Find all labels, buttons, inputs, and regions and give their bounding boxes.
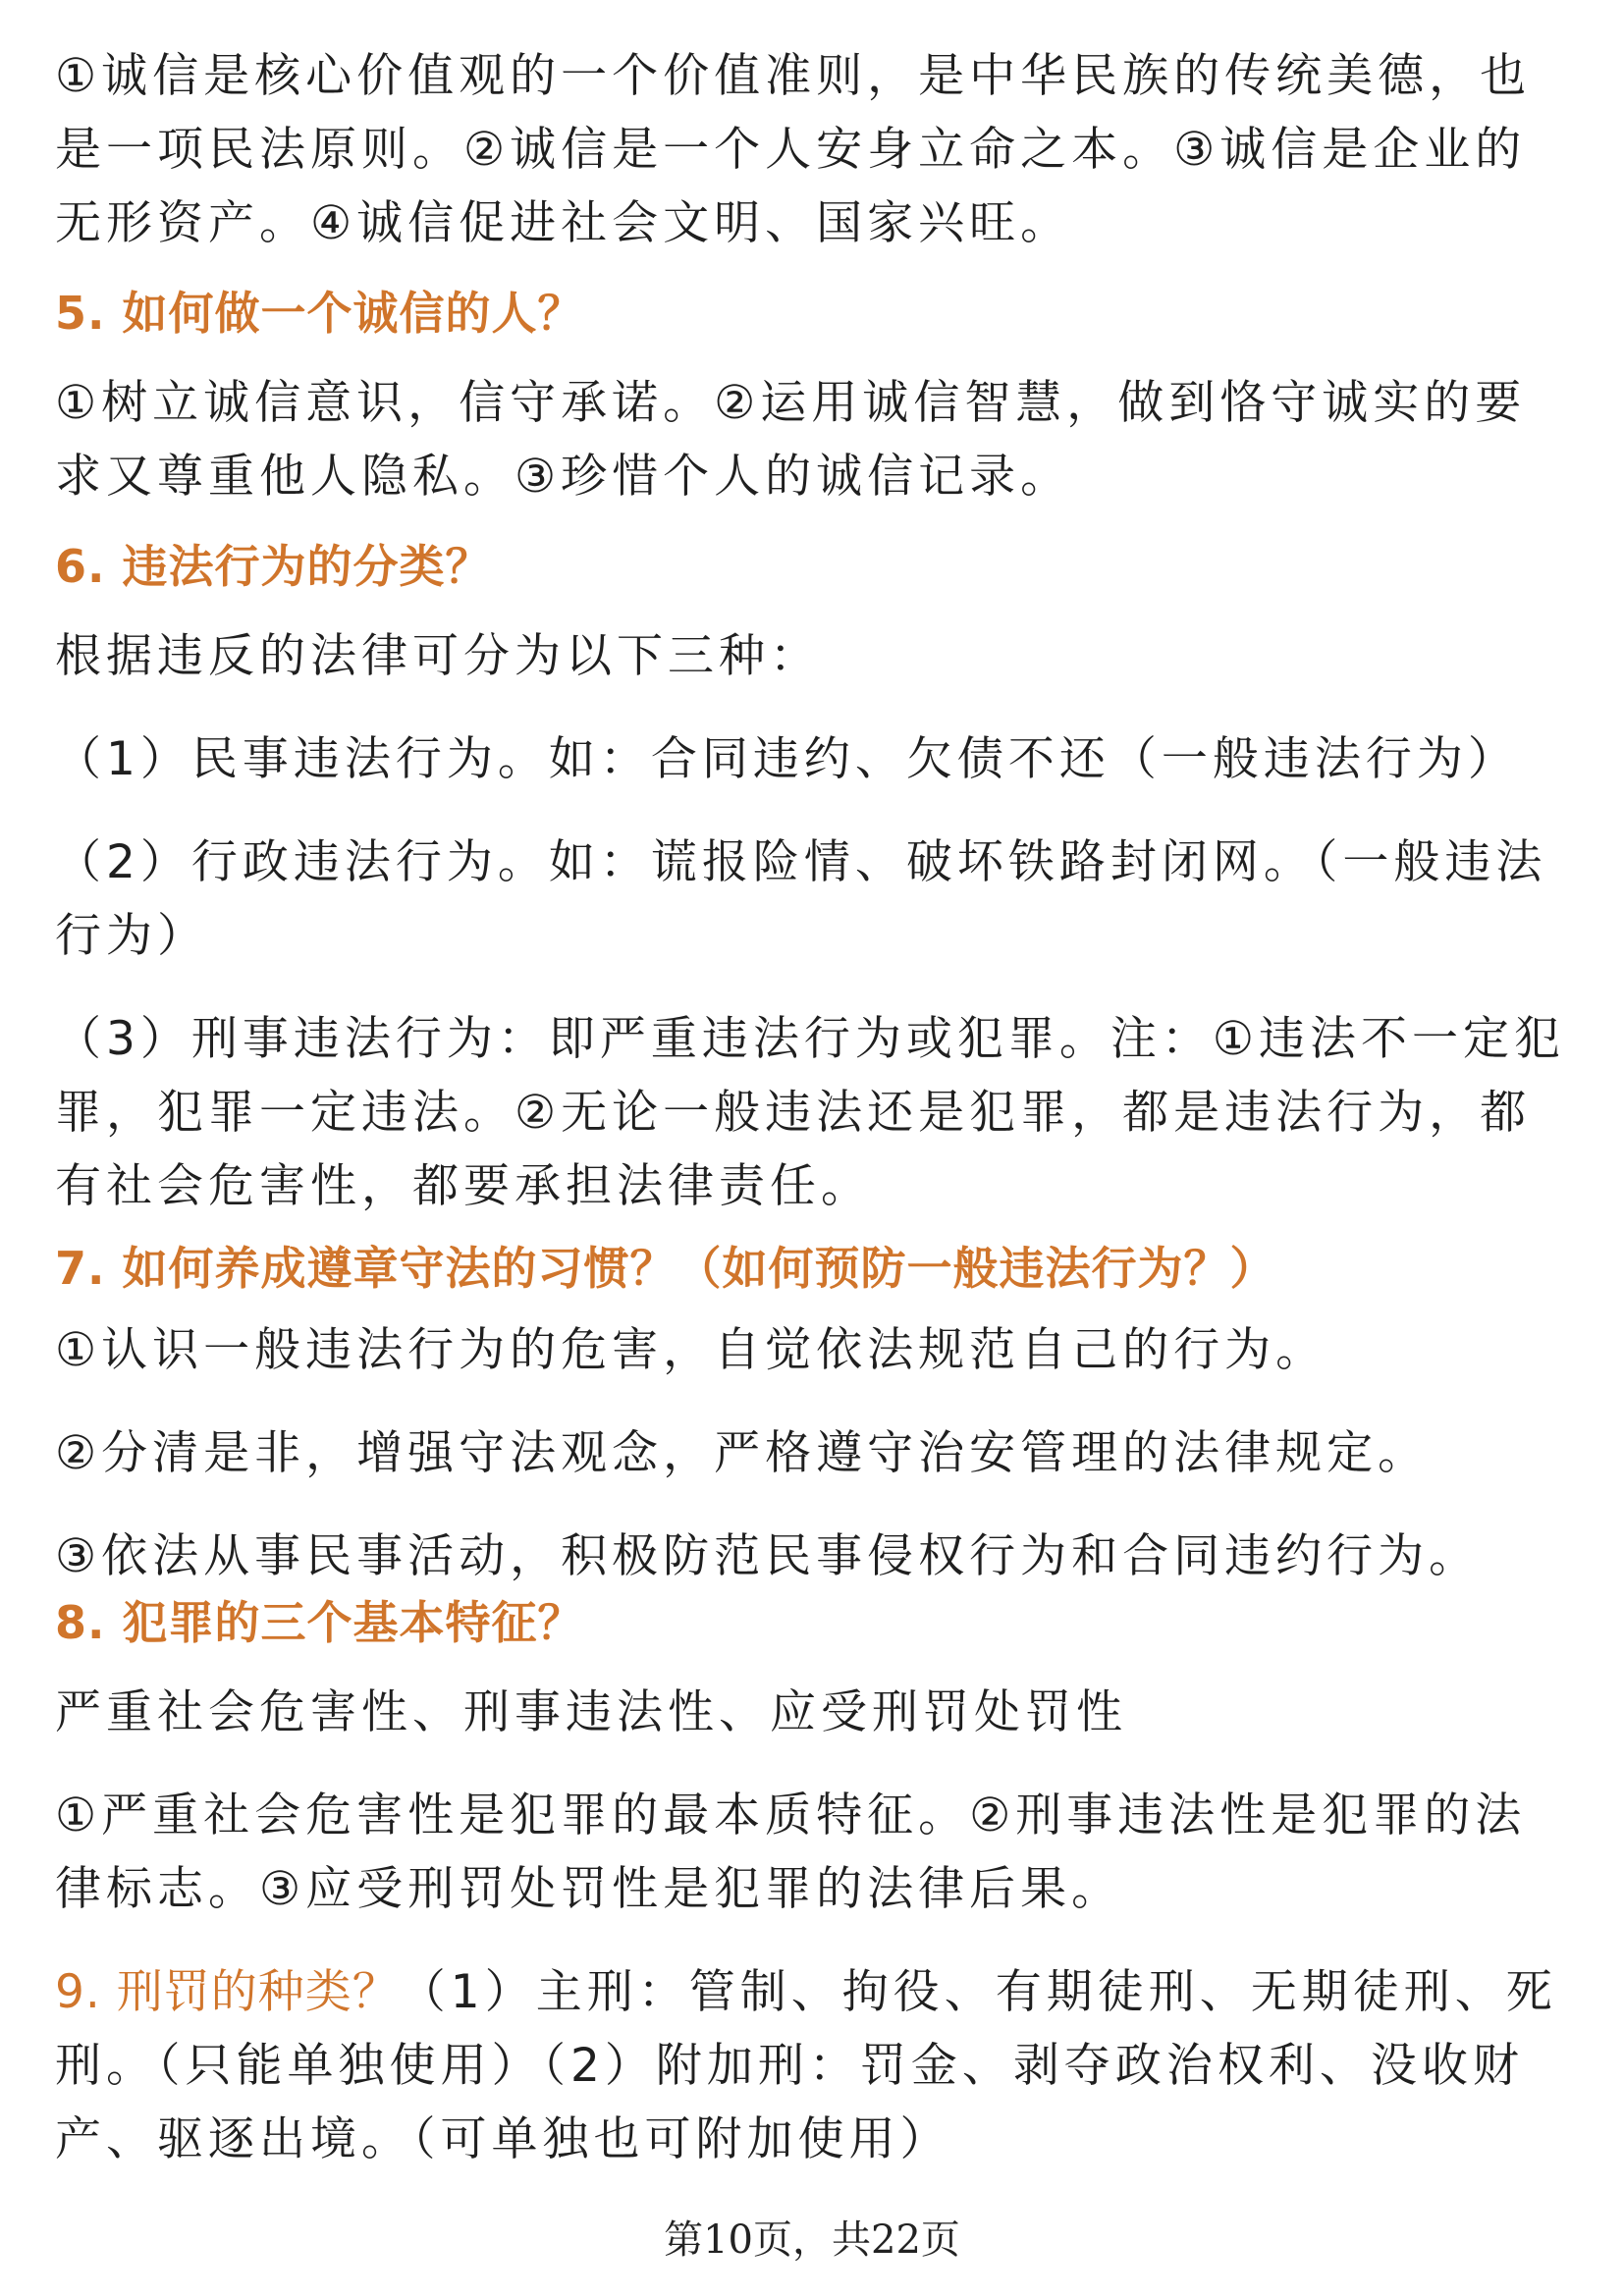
paragraph-q7-item1: ①认识一般违法行为的危害，自觉依法规范自己的行为。 bbox=[55, 1323, 1327, 1377]
heading-q7: 7. 如何养成遵章守法的习惯？（如何预防一般违法行为？） bbox=[55, 1242, 1276, 1295]
paragraph-q8-features: 严重社会危害性、刑事违法性、应受刑罚处罚性 bbox=[55, 1685, 1127, 1739]
paragraph-q6-intro: 根据违反的法律可分为以下三种： bbox=[55, 629, 821, 683]
paragraph-q6-item1: （1）民事违法行为。如：合同违约、欠债不还（一般违法行为） bbox=[55, 732, 1519, 786]
paragraph-q9-answer: （1）主刑：管制、拘役、有期徒刑、无期徒刑、死刑。（只能单独使用）（2）附加刑：罚金、剥夺政治权利、没收财产、驱逐出境。（可单独也可附加使用） bbox=[55, 1965, 1557, 2166]
paragraph-q5-answer: ①树立诚信意识，信守承诺。②运用诚信智慧，做到恪守诚实的要求又尊重他人隐私。③珍惜个人的诚信记录。 bbox=[55, 376, 1527, 504]
paragraph-q7-item2: ②分清是非，增强守法观念，严格遵守治安管理的法律规定。 bbox=[55, 1426, 1430, 1480]
heading-q8: 8. 犯罪的三个基本特征？ bbox=[55, 1596, 584, 1649]
paragraph-q6-item3: （3）刑事违法行为：即严重违法行为或犯罪。注：①违法不一定犯罪，犯罪一定违法。②无论一般违法还是犯罪，都是违法行为，都有社会危害性，都要承担法律责任。 bbox=[55, 1012, 1566, 1213]
paragraph-q8-explanation: ①严重社会危害性是犯罪的最本质特征。②刑事违法性是犯罪的法律标志。③应受刑罚处罚性是犯罪的法律后果。 bbox=[55, 1789, 1527, 1916]
heading-q9: 9. 刑罚的种类？ bbox=[55, 1965, 400, 2019]
heading-q5: 5. 如何做一个诚信的人？ bbox=[55, 287, 584, 340]
paragraph-q9 bbox=[55, 1955, 1577, 2176]
heading-q6: 6. 违法行为的分类？ bbox=[55, 540, 492, 593]
page-footer: 第10页，共22页 bbox=[664, 2217, 960, 2263]
paragraph-q7-item3: ③依法从事民事活动，积极防范民事侵权行为和合同违约行为。 bbox=[55, 1529, 1481, 1583]
document-page bbox=[55, 39, 1577, 2176]
paragraph-honesty-values: ①诚信是核心价值观的一个价值准则，是中华民族的传统美德，也是一项民法原则。②诚信是一个人安身立命之本。③诚信是企业的无形资产。④诚信促进社会文明、国家兴旺。 bbox=[55, 49, 1532, 250]
paragraph-q6-item2: （2）行政违法行为。如：谎报险情、破坏铁路封闭网。（一般违法行为） bbox=[55, 835, 1547, 963]
